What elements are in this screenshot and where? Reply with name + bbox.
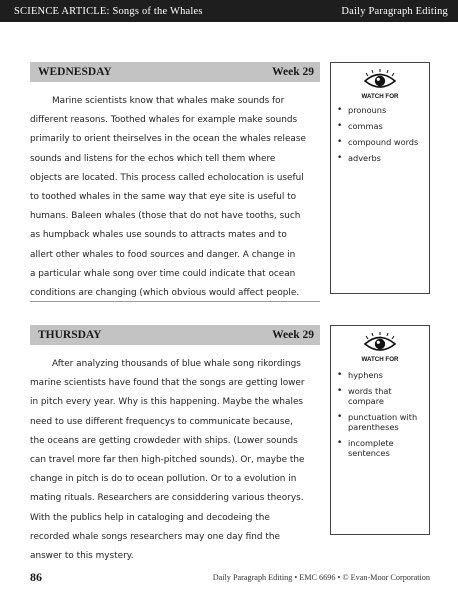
wednesday-heading bbox=[30, 62, 320, 82]
paragraph-line: change in pitch is do to ocean pollution. Or to a evolution in bbox=[30, 474, 297, 485]
week-label: Week 29 bbox=[272, 329, 314, 341]
paragraph-line: primarily to orient theirselves in the ocean the whales release bbox=[30, 134, 306, 145]
paragraph-line: a particular whale song over time could indicate that ocean bbox=[30, 268, 296, 279]
paragraph-line: recorded whale songs researchers may one day find the bbox=[30, 531, 280, 542]
paragraph-line: can travel more far then high-pitched sounds). Or, maybe the bbox=[30, 455, 305, 466]
paragraph-line: need to use different frequencys to communicate because, bbox=[30, 416, 293, 427]
paragraph-line: as humpback whales use sounds to attracts mates and to bbox=[30, 230, 287, 241]
watch-item: • commas bbox=[337, 121, 418, 131]
wednesday-paragraph bbox=[30, 86, 320, 302]
watch-for-list bbox=[337, 105, 418, 169]
thursday-paragraph bbox=[30, 349, 320, 565]
page-number: 86 bbox=[30, 569, 42, 584]
watch-item: • incomplete sentences bbox=[337, 438, 423, 458]
copyright-line: Daily Paragraph Editing • EMC 6696 • © Evan-Moor Corporation bbox=[212, 572, 430, 582]
watch-for-eye-icon bbox=[361, 69, 399, 99]
watch-for-box bbox=[330, 62, 430, 294]
paragraph-line: marine scientists have found that the songs are getting lower bbox=[30, 378, 305, 389]
day-label: THURSDAY bbox=[38, 329, 102, 341]
paragraph-line: the oceans are getting crowdeder with ships. (Lower sounds bbox=[30, 435, 298, 446]
paragraph-line: answer to this mystery. bbox=[30, 551, 134, 562]
page-footer bbox=[30, 570, 430, 584]
paragraph-line: mating rituals. Researchers are considdering various theorys. bbox=[30, 493, 304, 504]
paragraph-line: objects are located. This process called echolocation is useful bbox=[30, 172, 304, 183]
header-left-title: SCIENCE ARTICLE: Songs of the Whales bbox=[14, 5, 203, 17]
paragraph-line: Marine scientists know that whales make sounds for bbox=[52, 96, 285, 106]
day-label: WEDNESDAY bbox=[38, 66, 112, 78]
watch-item: • compound words bbox=[337, 137, 418, 147]
watch-item: • adverbs bbox=[337, 153, 418, 163]
watch-item: • punctuation with parentheses bbox=[337, 412, 423, 432]
watch-item: • pronouns bbox=[337, 105, 418, 115]
watch-for-label: WATCH FOR bbox=[361, 356, 399, 362]
watch-for-box bbox=[330, 325, 430, 535]
watch-for-eye-icon bbox=[361, 332, 399, 362]
watch-item: • words that compare bbox=[337, 386, 423, 406]
paragraph-line: in pitch every year. Why is this happening. Maybe the whales bbox=[30, 397, 304, 408]
paragraph-line: After analyzing thousands of blue whale song rikordings bbox=[52, 359, 301, 369]
page-header-bar bbox=[0, 0, 458, 22]
week-label: Week 29 bbox=[272, 66, 314, 78]
watch-for-label: WATCH FOR bbox=[361, 93, 399, 99]
watch-for-list bbox=[337, 370, 423, 464]
paragraph-line: With the publics help in cataloging and decodeing the bbox=[30, 512, 270, 523]
paragraph-line: allert other whales to food sources and danger. A change in bbox=[30, 249, 296, 260]
paragraph-line: humans. Baleen whales (those that do not have tooths, such bbox=[30, 211, 301, 222]
paragraph-line: conditions are changing (which obvious would affect people. bbox=[30, 288, 300, 299]
thursday-heading bbox=[30, 325, 320, 345]
watch-item: • hyphens bbox=[337, 370, 423, 380]
paragraph-line: sounds and listens for the echos which tell them where bbox=[30, 153, 276, 164]
paragraph-line: to toothed whales in the same way that eye site is useful to bbox=[30, 192, 297, 203]
paragraph-line: different reasons. Toothed whales for example make sounds bbox=[30, 115, 298, 126]
header-right-title: Daily Paragraph Editing bbox=[341, 5, 448, 17]
